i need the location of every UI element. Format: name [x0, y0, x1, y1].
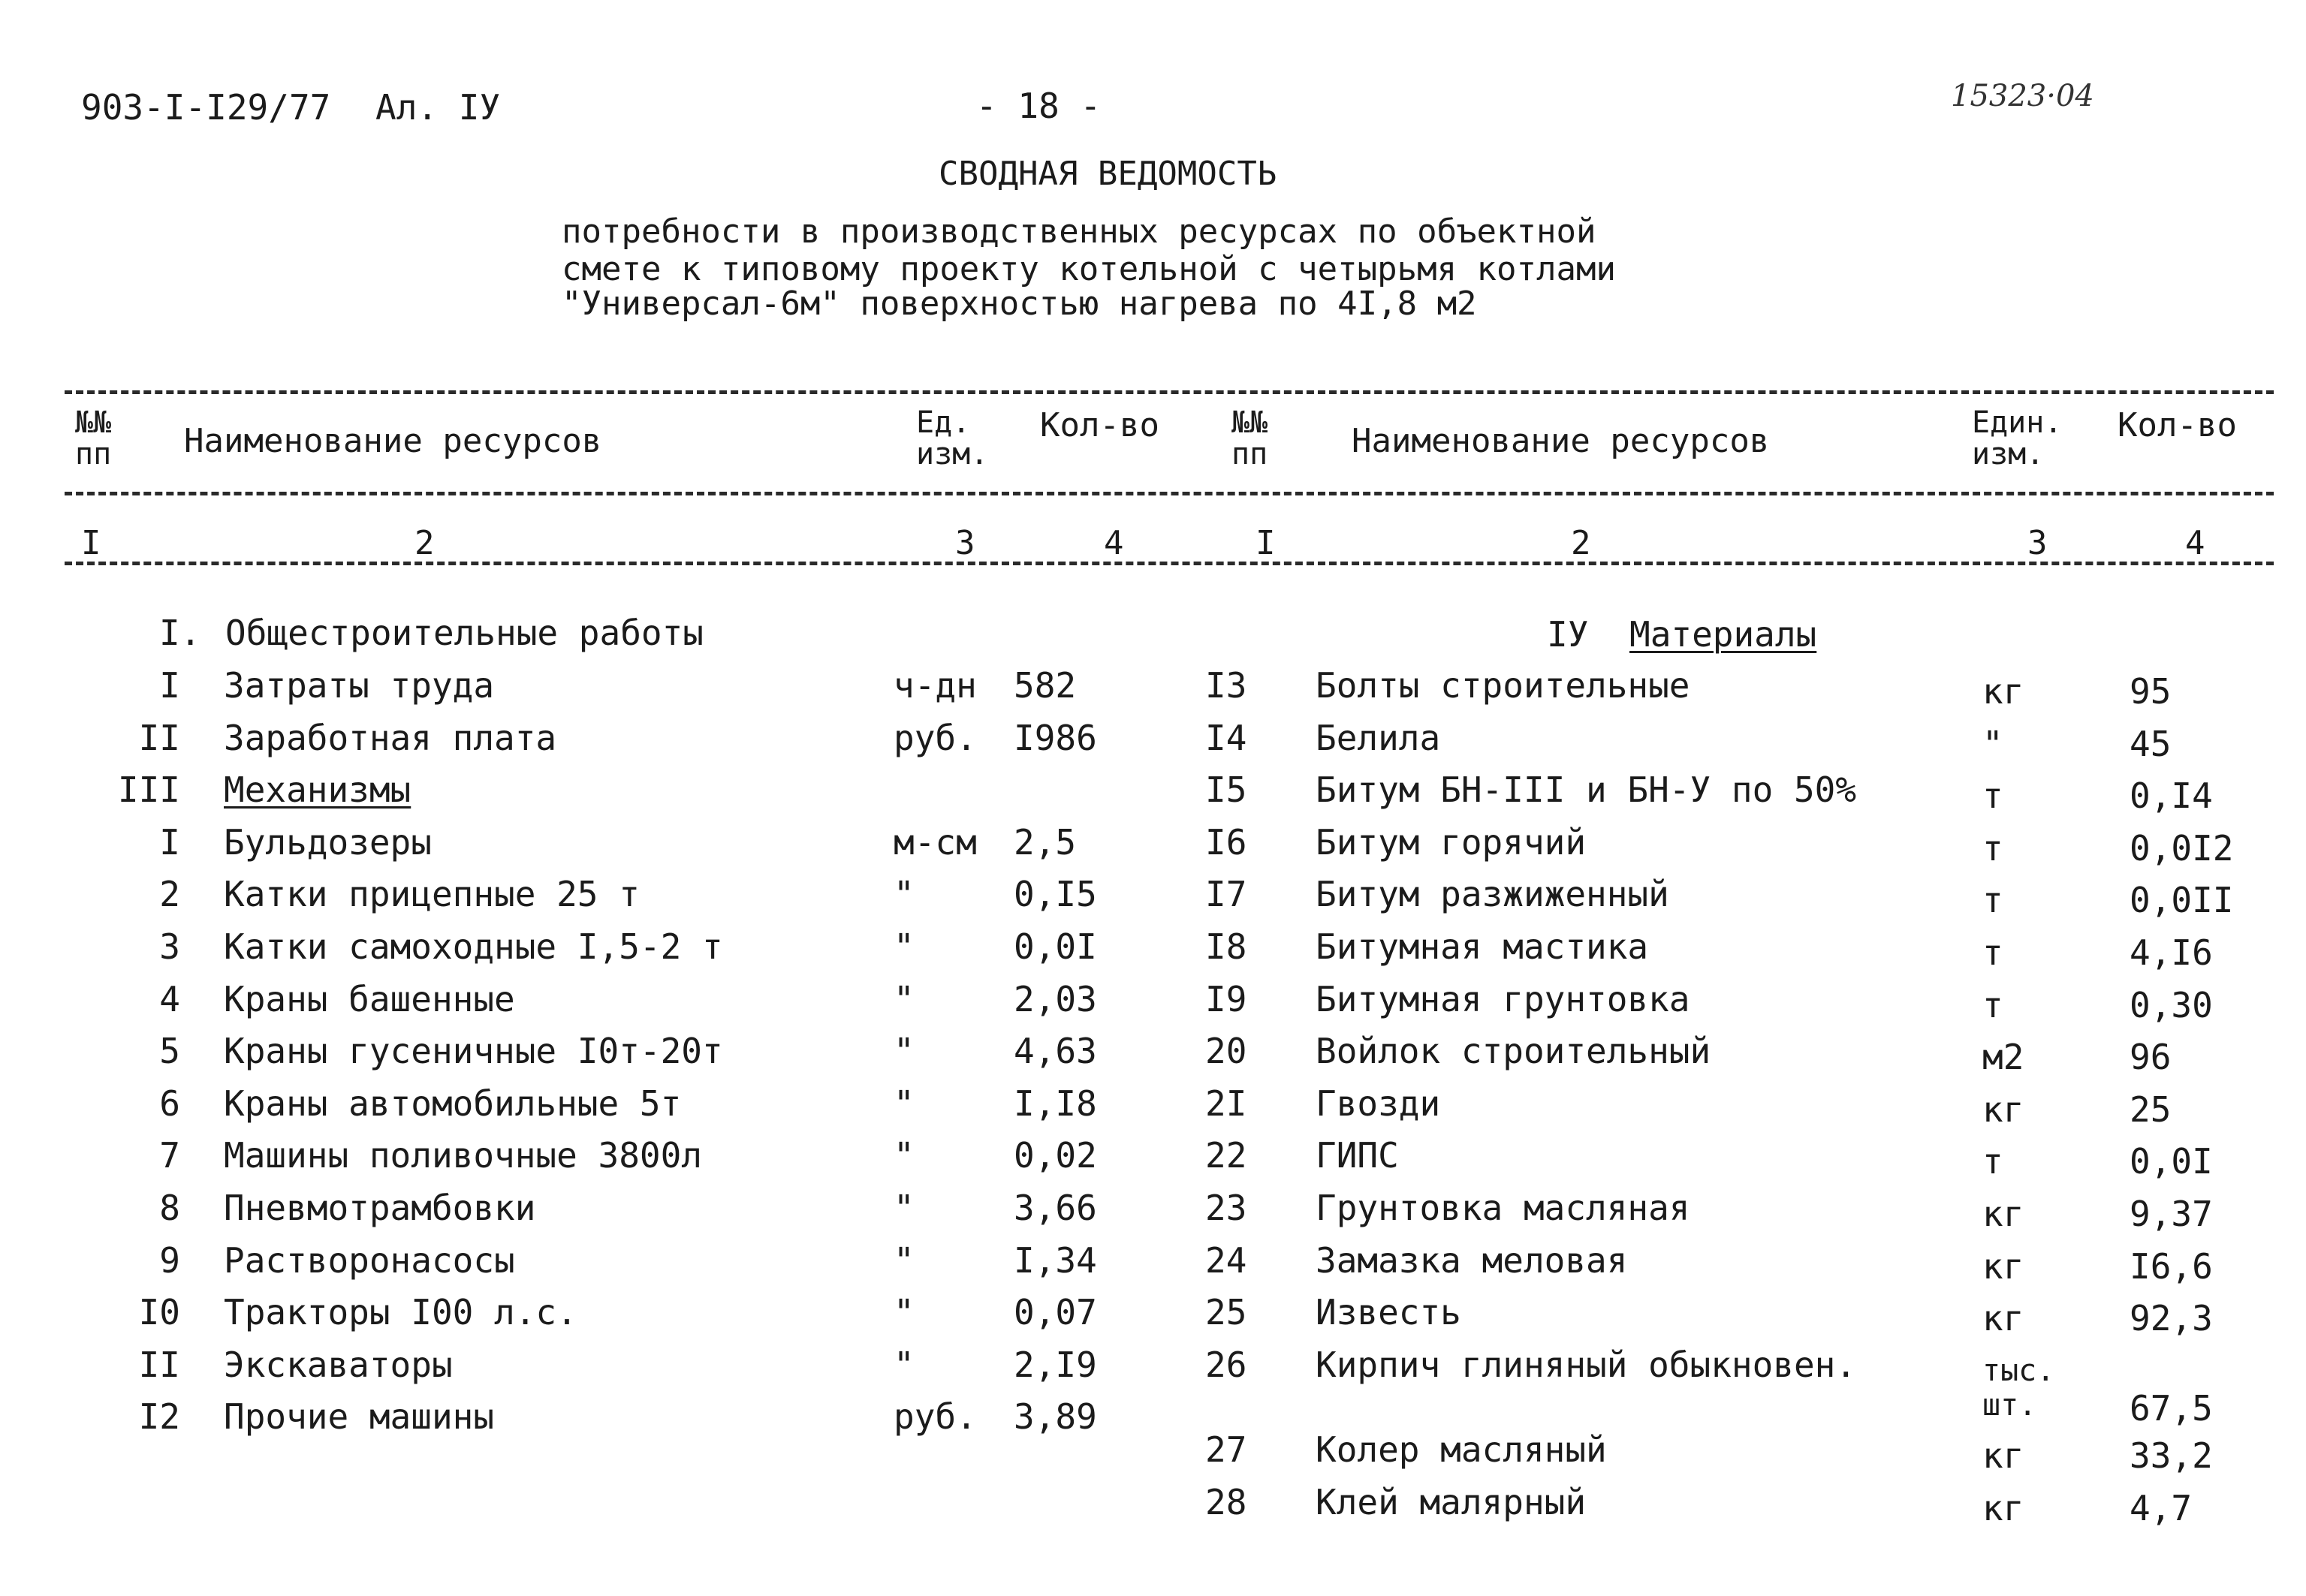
- right-row-qty: 0,0I2: [2130, 828, 2234, 869]
- left-row-qty: 4,63: [1014, 1031, 1097, 1071]
- left-row-name: Затраты труда: [224, 665, 495, 706]
- col-number-left-1: I: [81, 524, 101, 562]
- col-number-left-2: 2: [414, 524, 435, 562]
- left-row-num: 3: [159, 926, 180, 967]
- right-row-qty: 25: [2130, 1089, 2172, 1130]
- right-row-qty: 4,I6: [2130, 932, 2213, 973]
- right-row-unit: т: [1982, 932, 2003, 973]
- col-header-unit-left: Ед. изм.: [916, 405, 989, 471]
- right-row-num: 25: [1205, 1292, 1247, 1333]
- right-row-unit: т: [1982, 1141, 2003, 1182]
- left-row-num: I2: [138, 1396, 180, 1437]
- left-row-name: Бульдозеры: [224, 822, 432, 863]
- left-row-unit: ": [894, 1083, 915, 1124]
- right-row-name: Клей малярный: [1316, 1482, 1587, 1522]
- left-row-name: Заработная плата: [224, 718, 557, 758]
- right-row-num: I9: [1205, 979, 1247, 1019]
- subtitle-line-2: смете к типовому проекту котельной с четырьмя котлами: [562, 250, 1616, 288]
- left-row-unit: ": [894, 1345, 915, 1385]
- right-row-unit: кг: [1982, 1298, 2024, 1339]
- col-number-right-4: 4: [2185, 524, 2205, 562]
- right-row-unit: кг: [1982, 1194, 2024, 1234]
- left-row-qty: 0,07: [1014, 1292, 1097, 1333]
- right-row-num: 23: [1205, 1188, 1247, 1228]
- left-row-unit: ч-дн: [894, 665, 977, 706]
- right-row-num: 26: [1205, 1345, 1247, 1385]
- left-row-num: III: [117, 769, 180, 810]
- right-row-name: Замазка меловая: [1316, 1240, 1628, 1281]
- right-row-num: I8: [1205, 926, 1247, 967]
- left-row-qty: 0,02: [1014, 1135, 1097, 1176]
- col-number-right-2: 2: [1571, 524, 1591, 562]
- left-row-num: I: [159, 665, 180, 706]
- left-row-num: 5: [159, 1031, 180, 1071]
- left-row-num: I: [159, 822, 180, 863]
- right-row-unit: тыс. шт.: [1982, 1354, 2055, 1423]
- right-section-title: Материалы: [1629, 614, 1817, 655]
- right-row-qty: 0,0I: [2130, 1141, 2213, 1182]
- right-row-qty: 9,37: [2130, 1194, 2213, 1234]
- right-row-name: Битум БН-III и БН-У по 50%: [1316, 769, 1857, 810]
- right-row-qty: 33,2: [2130, 1435, 2213, 1476]
- left-row-qty: 0,0I: [1014, 926, 1097, 967]
- left-row-qty: 582: [1014, 665, 1077, 706]
- left-row-unit: м-см: [894, 822, 977, 863]
- left-row-name: Краны башенные: [224, 979, 515, 1019]
- right-row-unit: кг: [1982, 1488, 2024, 1528]
- right-row-qty: 4,7: [2130, 1488, 2193, 1528]
- right-row-num: 28: [1205, 1482, 1247, 1522]
- col-header-num-right: №№ пп: [1231, 405, 1268, 471]
- right-row-unit: т: [1982, 828, 2003, 869]
- column-number-rule: [65, 562, 2274, 565]
- left-row-name: Краны гусеничные I0т-20т: [224, 1031, 723, 1071]
- right-row-unit: т: [1982, 985, 2003, 1025]
- right-row-num: 24: [1205, 1240, 1247, 1281]
- archive-number: 15323·04: [1951, 79, 2094, 113]
- left-row-name: Машины поливочные 3800л: [224, 1135, 702, 1176]
- left-row-num: 8: [159, 1188, 180, 1228]
- right-row-qty: 0,0II: [2130, 880, 2234, 920]
- left-row-unit: ": [894, 1240, 915, 1281]
- left-row-unit: ": [894, 874, 915, 914]
- left-row-num: I0: [138, 1292, 180, 1333]
- left-row-name: Катки самоходные I,5-2 т: [224, 926, 723, 967]
- left-row-unit: ": [894, 926, 915, 967]
- right-row-num: 2I: [1205, 1083, 1247, 1124]
- right-row-name: Битум горячий: [1316, 822, 1587, 863]
- left-row-qty: 3,89: [1014, 1396, 1097, 1437]
- right-row-num: I3: [1205, 665, 1247, 706]
- page-number: - 18 -: [976, 86, 1102, 126]
- right-row-qty: 45: [2130, 724, 2172, 764]
- col-number-right-1: I: [1255, 524, 1276, 562]
- subtitle-line-3: "Универсал-6м" поверхностью нагрева по 4I,8 м2: [562, 285, 1477, 323]
- left-row-num: 2: [159, 874, 180, 914]
- right-row-name: Войлок строительный: [1316, 1031, 1711, 1071]
- left-row-qty: I,34: [1014, 1240, 1097, 1281]
- left-row-num: 9: [159, 1240, 180, 1281]
- right-row-name: Болты строительные: [1316, 665, 1690, 706]
- table-top-rule: [65, 390, 2274, 394]
- left-row-name: Пневмотрамбовки: [224, 1188, 536, 1228]
- left-row-unit: руб.: [894, 1396, 977, 1437]
- right-row-name: Битумная мастика: [1316, 926, 1649, 967]
- left-row-qty: I986: [1014, 718, 1097, 758]
- left-row-qty: 2,03: [1014, 979, 1097, 1019]
- left-row-unit: ": [894, 1292, 915, 1333]
- right-section-num: IУ: [1547, 614, 1589, 655]
- left-row-num: 6: [159, 1083, 180, 1124]
- left-row-qty: 3,66: [1014, 1188, 1097, 1228]
- right-row-unit: т: [1982, 880, 2003, 920]
- header-bottom-rule: [65, 492, 2274, 495]
- right-row-num: I4: [1205, 718, 1247, 758]
- col-header-qty-right: Кол-во: [2118, 406, 2237, 444]
- left-row-name: Экскаваторы: [224, 1345, 453, 1385]
- right-row-qty: 95: [2130, 671, 2172, 712]
- right-row-qty: 67,5: [2130, 1388, 2213, 1429]
- col-header-qty-left: Кол-во: [1040, 406, 1159, 444]
- document-code: 903-I-I29/77: [81, 87, 331, 128]
- right-row-num: 27: [1205, 1429, 1247, 1470]
- right-row-unit: кг: [1982, 1089, 2024, 1130]
- left-section-title: Общестроительные работы: [225, 613, 704, 653]
- left-row-name: Краны автомобильные 5т: [224, 1083, 682, 1124]
- right-row-num: 20: [1205, 1031, 1247, 1071]
- right-row-unit: кг: [1982, 1246, 2024, 1287]
- right-row-qty: 92,3: [2130, 1298, 2213, 1339]
- left-row-num: II: [138, 718, 180, 758]
- document-title: СВОДНАЯ ВЕДОМОСТЬ: [939, 155, 1277, 193]
- right-row-unit: кг: [1982, 1435, 2024, 1476]
- left-row-qty: 2,5: [1014, 822, 1077, 863]
- left-row-unit: ": [894, 1188, 915, 1228]
- album-label: Ал. IУ: [375, 87, 501, 128]
- right-row-name: Битумная грунтовка: [1316, 979, 1690, 1019]
- right-row-unit: кг: [1982, 671, 2024, 712]
- right-row-name: Белила: [1316, 718, 1441, 758]
- left-row-unit: ": [894, 979, 915, 1019]
- right-row-qty: 96: [2130, 1037, 2172, 1077]
- col-number-left-3: 3: [955, 524, 975, 562]
- left-row-num: 7: [159, 1135, 180, 1176]
- left-row-unit: ": [894, 1031, 915, 1071]
- col-header-name-left: Наименование ресурсов: [184, 422, 602, 460]
- right-row-name: Гвозди: [1316, 1083, 1441, 1124]
- col-header-num-left: №№ пп: [75, 405, 112, 471]
- right-row-name: Битум разжиженный: [1316, 874, 1669, 914]
- right-row-num: I5: [1205, 769, 1247, 810]
- left-row-num: 4: [159, 979, 180, 1019]
- right-row-qty: 0,I4: [2130, 775, 2213, 816]
- left-row-qty: 0,I5: [1014, 874, 1097, 914]
- right-row-unit: м2: [1982, 1037, 2024, 1077]
- right-row-num: 22: [1205, 1135, 1247, 1176]
- left-row-name: Прочие машины: [224, 1396, 495, 1437]
- left-row-name: Катки прицепные 25 т: [224, 874, 640, 914]
- col-number-left-4: 4: [1104, 524, 1124, 562]
- right-row-name: Грунтовка масляная: [1316, 1188, 1690, 1228]
- right-row-qty: 0,30: [2130, 985, 2213, 1025]
- subtitle-line-1: потребности в производственных ресурсах по объектной: [562, 212, 1596, 251]
- left-row-name: Механизмы: [224, 769, 411, 810]
- right-row-num: I7: [1205, 874, 1247, 914]
- right-row-name: Колер масляный: [1316, 1429, 1607, 1470]
- col-header-name-right: Наименование ресурсов: [1352, 422, 1770, 460]
- left-row-unit: ": [894, 1135, 915, 1176]
- right-row-qty: I6,6: [2130, 1246, 2213, 1287]
- left-row-qty: 2,I9: [1014, 1345, 1097, 1385]
- right-row-num: I6: [1205, 822, 1247, 863]
- right-row-unit: ": [1982, 724, 2003, 764]
- left-row-qty: I,I8: [1014, 1083, 1097, 1124]
- left-section-num: I.: [159, 613, 201, 653]
- right-row-name: Кирпич глиняный обыкновен.: [1316, 1345, 1857, 1385]
- right-row-unit: т: [1982, 775, 2003, 816]
- left-row-num: II: [138, 1345, 180, 1385]
- left-row-name: Растворонасосы: [224, 1240, 515, 1281]
- left-row-name: Тракторы I00 л.с.: [224, 1292, 577, 1333]
- left-row-unit: руб.: [894, 718, 977, 758]
- col-number-right-3: 3: [2027, 524, 2048, 562]
- right-row-name: Известь: [1316, 1292, 1461, 1333]
- right-row-name: ГИПС: [1316, 1135, 1399, 1176]
- col-header-unit-right: Един. изм.: [1972, 405, 2063, 471]
